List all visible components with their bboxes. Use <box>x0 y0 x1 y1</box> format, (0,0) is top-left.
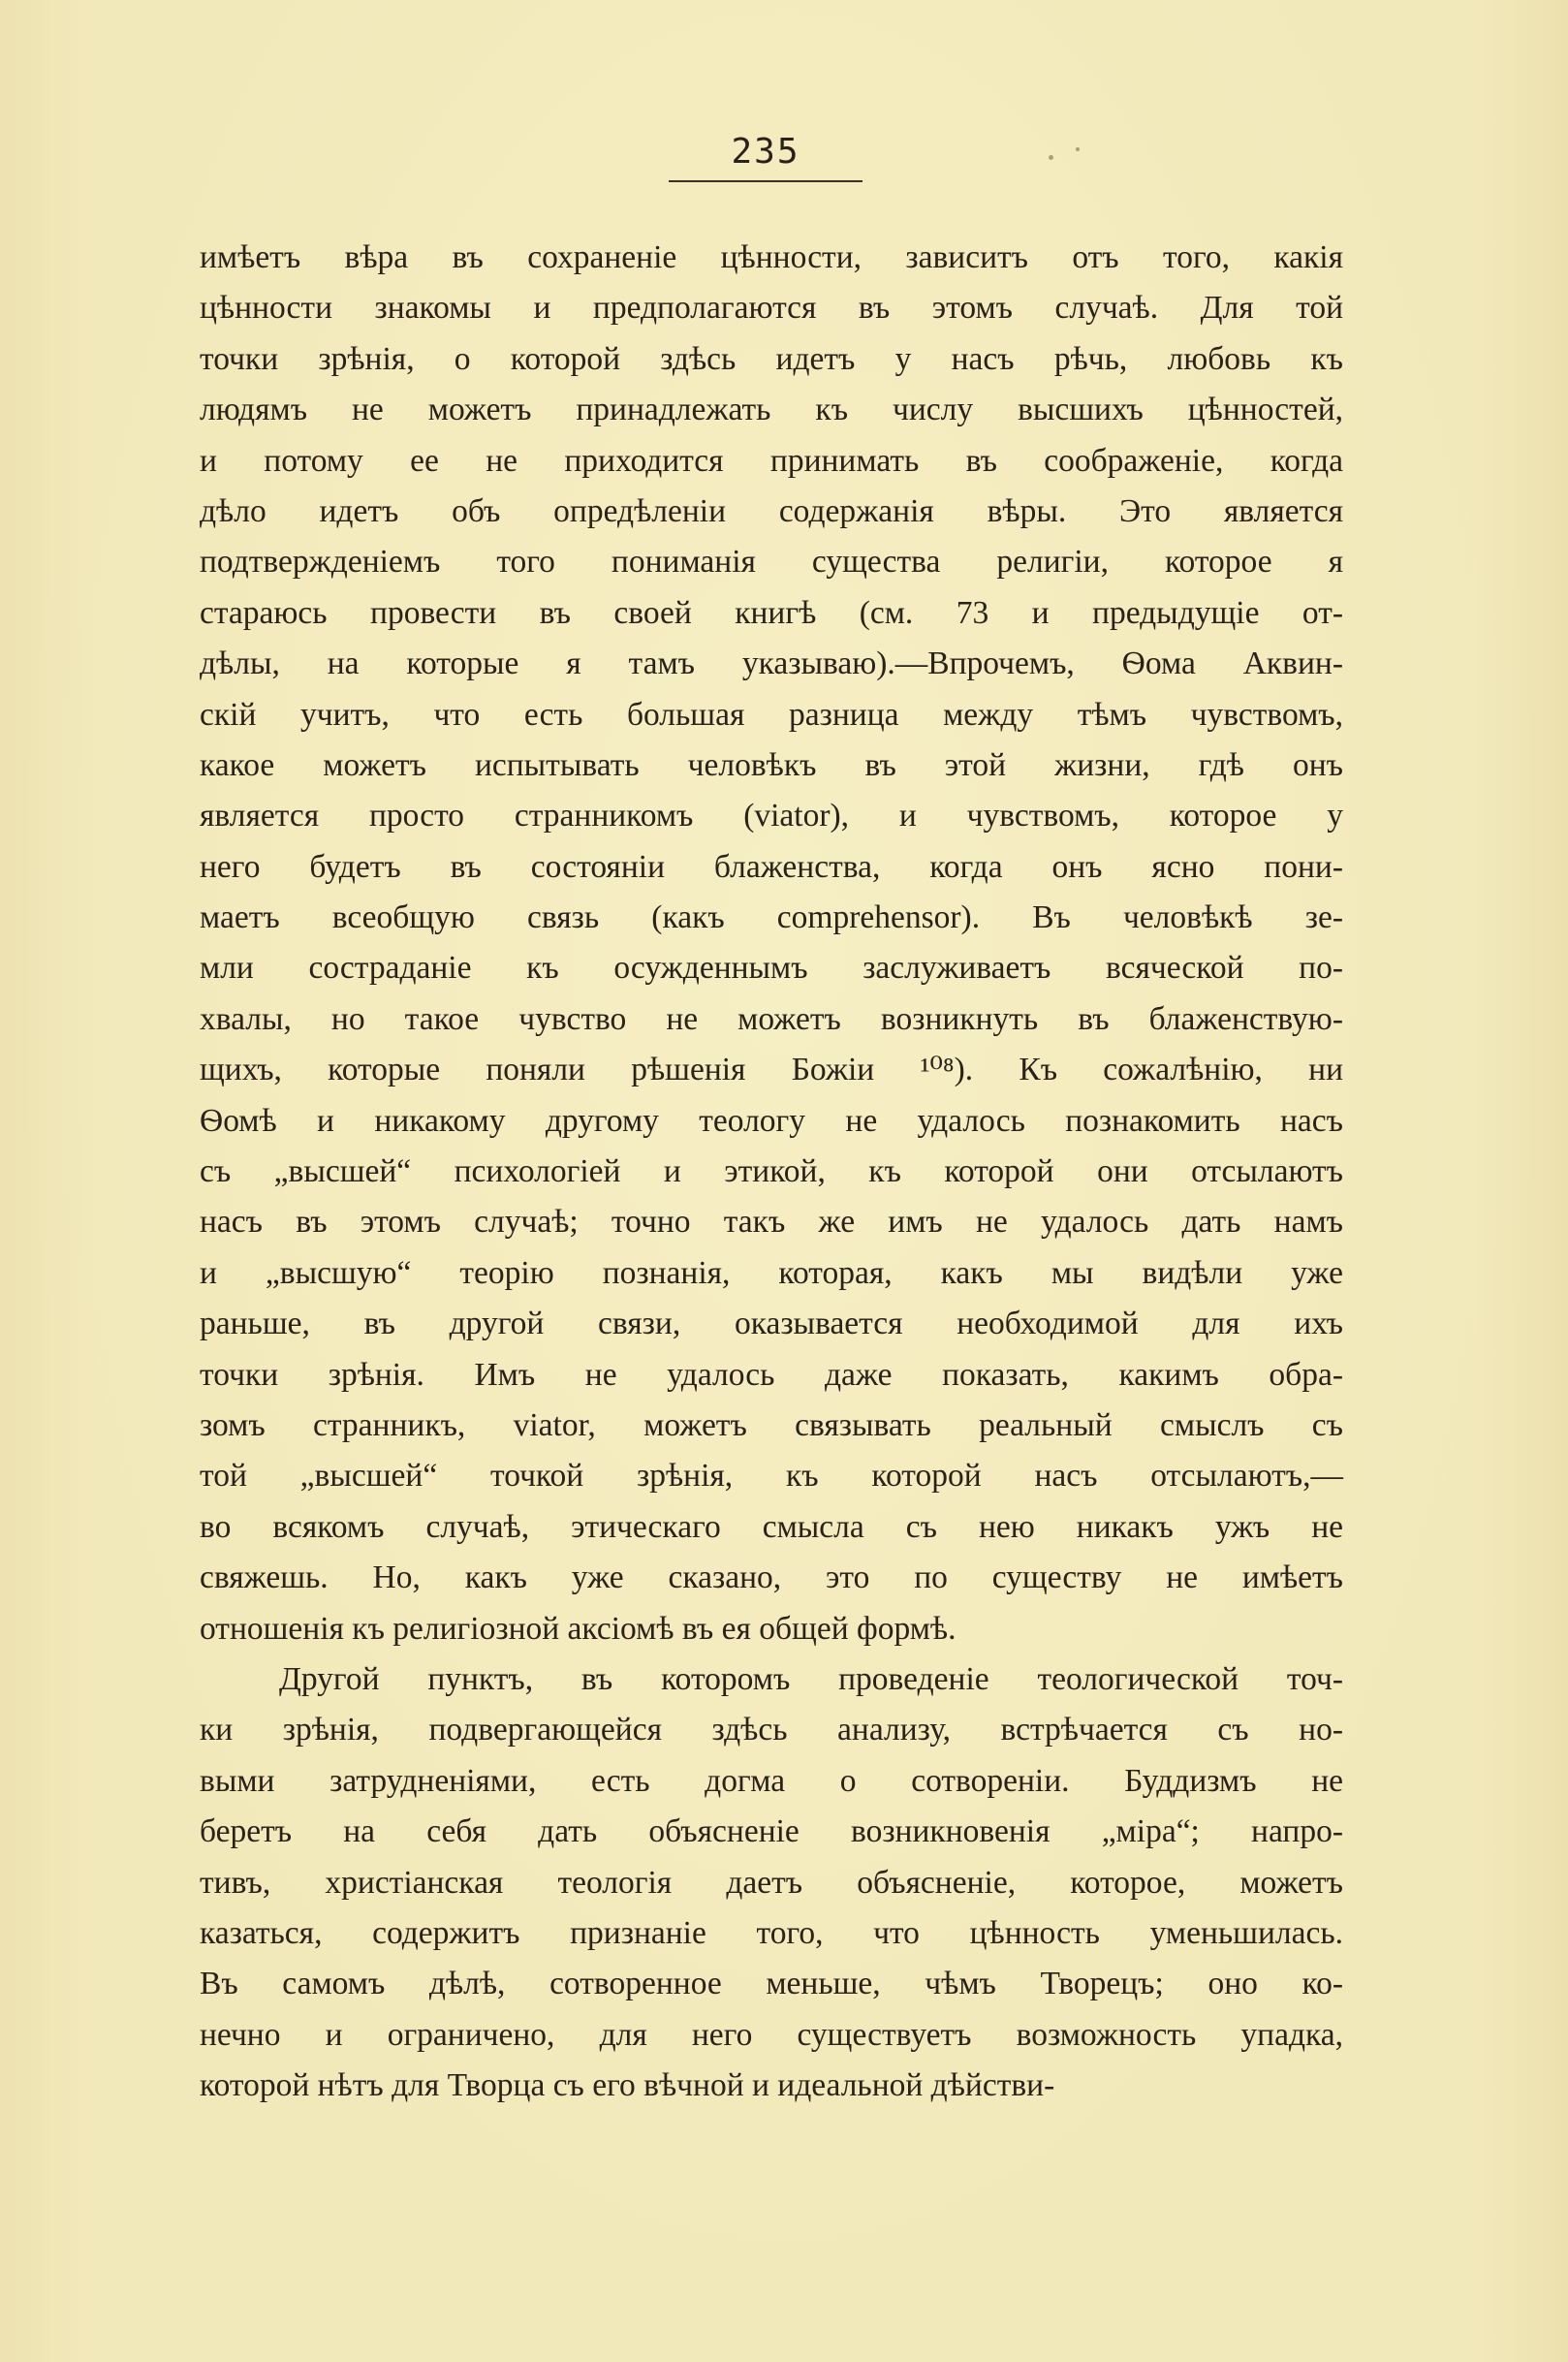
scan-speck <box>1076 147 1080 151</box>
text-line: беретъ на себя дать объясненіе возникновенія „міра“; напро- <box>200 1813 1343 1850</box>
text-line: дѣло идетъ объ опредѣленіи содержанія вѣры. Это является <box>200 492 1343 529</box>
text-line: цѣнности знакомы и предполагаются въ этомъ случаѣ. Для той <box>200 290 1343 327</box>
text-line: подтвержденіемъ того пониманія существа религіи, которое я <box>200 544 1343 581</box>
text-line: нечно и ограничено, для него существуетъ возможность упадка, <box>200 2016 1343 2053</box>
text-line: Ѳомѣ и никакому другому теологу не удалось познакомить насъ <box>200 1102 1343 1139</box>
text-line: тивъ, христіанская теологія даетъ объясненіе, которое, можетъ <box>200 1864 1343 1901</box>
text-line: раньше, въ другой связи, оказывается необходимой для ихъ <box>200 1306 1343 1342</box>
text-line: выми затрудненіями, есть догма о сотвореніи. Буддизмъ не <box>200 1762 1343 1799</box>
text-line: и потому ее не приходится принимать въ соображеніе, когда <box>200 442 1343 479</box>
text-line: той „высшей“ точкой зрѣнія, къ которой насъ отсылаютъ,— <box>200 1458 1343 1495</box>
text-line: какое можетъ испытывать человѣкъ въ этой жизни, гдѣ онъ <box>200 746 1343 783</box>
text-line: отношенія къ религіозной аксіомѣ въ ея общей формѣ. <box>200 1610 956 1647</box>
text-line: ки зрѣнія, подвергающейся здѣсь анализу, встрѣчается съ но- <box>200 1712 1343 1748</box>
text-line: мли состраданіе къ осужденнымъ заслуживаетъ всяческой по- <box>200 950 1343 987</box>
scan-speck <box>1049 155 1053 160</box>
text-line: маетъ всеобщую связь (какъ comprehensor). Въ человѣкѣ зе- <box>200 899 1343 936</box>
text-line: съ „высшей“ психологіей и этикой, къ которой они отсылаютъ <box>200 1153 1343 1190</box>
text-line: щихъ, которые поняли рѣшенія Божіи ¹⁰⁸). Къ сожалѣнію, ни <box>200 1052 1343 1088</box>
text-line: во всякомъ случаѣ, этическаго смысла съ нею никакъ ужъ не <box>200 1508 1343 1545</box>
text-line: людямъ не можетъ принадлежать къ числу высшихъ цѣнностей, <box>200 392 1343 428</box>
text-line: зомъ странникъ, viator, можетъ связывать реальный смыслъ съ <box>200 1406 1343 1443</box>
text-line: стараюсь провести въ своей книгѣ (см. 73 и предыдущіе от- <box>200 594 1343 631</box>
text-line: него будетъ въ состояніи блаженства, когда онъ ясно пони- <box>200 848 1343 885</box>
text-line: Другой пунктъ, въ которомъ проведеніе теологической точ- <box>279 1660 1343 1697</box>
text-line: казаться, содержитъ признаніе того, что цѣнность уменьшилась. <box>200 1914 1343 1951</box>
text-line: хвалы, но такое чувство не можетъ возникнуть въ блаженствую- <box>200 1000 1343 1037</box>
text-line: которой нѣтъ для Творца съ его вѣчной и идеальной дѣйстви- <box>200 2067 1055 2104</box>
body-text <box>200 233 1343 2111</box>
text-line: свяжешь. Но, какъ уже сказано, это по существу не имѣетъ <box>200 1559 1343 1596</box>
text-line: Въ самомъ дѣлѣ, сотворенное меньше, чѣмъ Творецъ; оно ко- <box>200 1966 1343 2002</box>
paragraph-2 <box>200 1654 1343 2112</box>
text-line: точки зрѣнія. Имъ не удалось даже показать, какимъ обра- <box>200 1356 1343 1393</box>
page-number: 235 <box>731 132 800 172</box>
paragraph-1 <box>200 233 1343 1654</box>
text-line: является просто странникомъ (viator), и чувствомъ, которое у <box>200 798 1343 835</box>
text-line: имѣетъ вѣра въ сохраненіе цѣнности, зависитъ отъ того, какія <box>200 239 1343 275</box>
text-line: точки зрѣнія, о которой здѣсь идетъ у насъ рѣчь, любовь къ <box>200 340 1343 377</box>
text-line: насъ въ этомъ случаѣ; точно такъ же имъ не удалось дать намъ <box>200 1204 1343 1241</box>
header-rule <box>669 180 862 182</box>
text-line: и „высшую“ теорію познанія, которая, какъ мы видѣли уже <box>200 1254 1343 1291</box>
text-line: скій учитъ, что есть большая разница между тѣмъ чувствомъ, <box>200 696 1343 733</box>
text-line: дѣлы, на которые я тамъ указываю).—Впрочемъ, Ѳома Аквин- <box>200 646 1343 682</box>
